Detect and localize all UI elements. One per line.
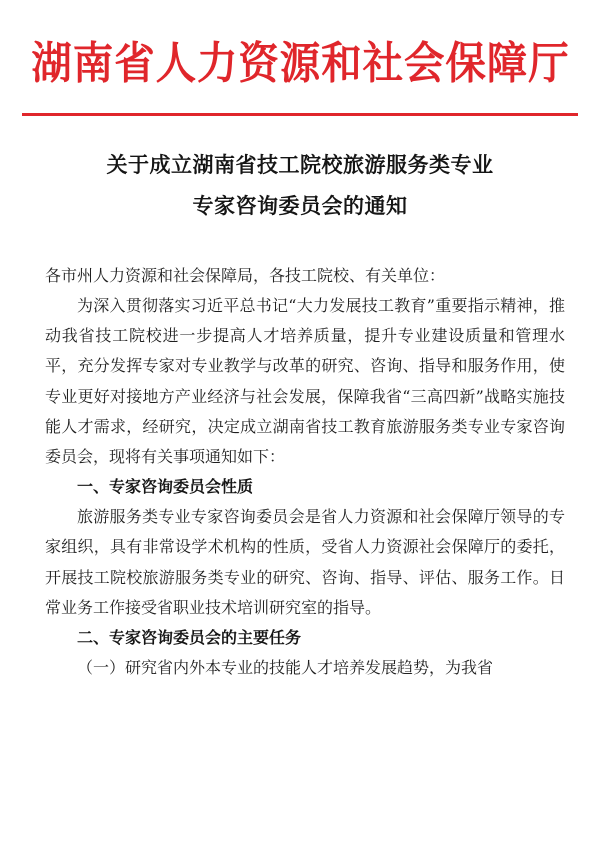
section-2-heading: 二、专家咨询委员会的主要任务 bbox=[77, 628, 302, 648]
section-1-paragraph: 旅游服务类专业专家咨询委员会是省人力资源和社会保障厅领导的专家组织，具有非常设学术机构的性质，受省人力资源社会保障厅的委托，开展技工院校旅游服务类专业的研究、咨询、指导、评估、服务工作。日常业务工作接受省职业技术培训研究室的指导。 bbox=[45, 507, 565, 617]
letterhead-title: 湖南省人力资源和社会保障厅 bbox=[30, 38, 570, 89]
section-2-item-1: （一）研究省内外本专业的技能人才培养发展趋势，为我省 bbox=[77, 658, 494, 678]
document-title-line-2: 专家咨询委员会的通知 bbox=[192, 194, 408, 218]
document-title-line-1: 关于成立湖南省技工院校旅游服务类专业 bbox=[106, 153, 494, 177]
intro-paragraph: 为深入贯彻落实习近平总书记“大力发展技工教育”重要指示精神，推动我省技工院校进一步提高人才培养质量，提升专业建设质量和管理水平，充分发挥专家对专业教学与改革的研究、咨询、指导和服务作用，使专业更好对接地方产业经济与社会发展，保障我省“三高四新”战略实施技能人才需求，经研究，决定成立湖南省技工教育旅游服务类专业专家咨询委员会，现将有关事项通知如下： bbox=[45, 296, 565, 467]
document-body bbox=[45, 261, 565, 683]
section-1-heading: 一、专家咨询委员会性质 bbox=[77, 477, 254, 497]
letterhead bbox=[0, 34, 600, 94]
salutation: 各市州人力资源和社会保障局，各技工院校、有关单位： bbox=[45, 266, 446, 285]
letterhead-divider bbox=[22, 113, 578, 116]
